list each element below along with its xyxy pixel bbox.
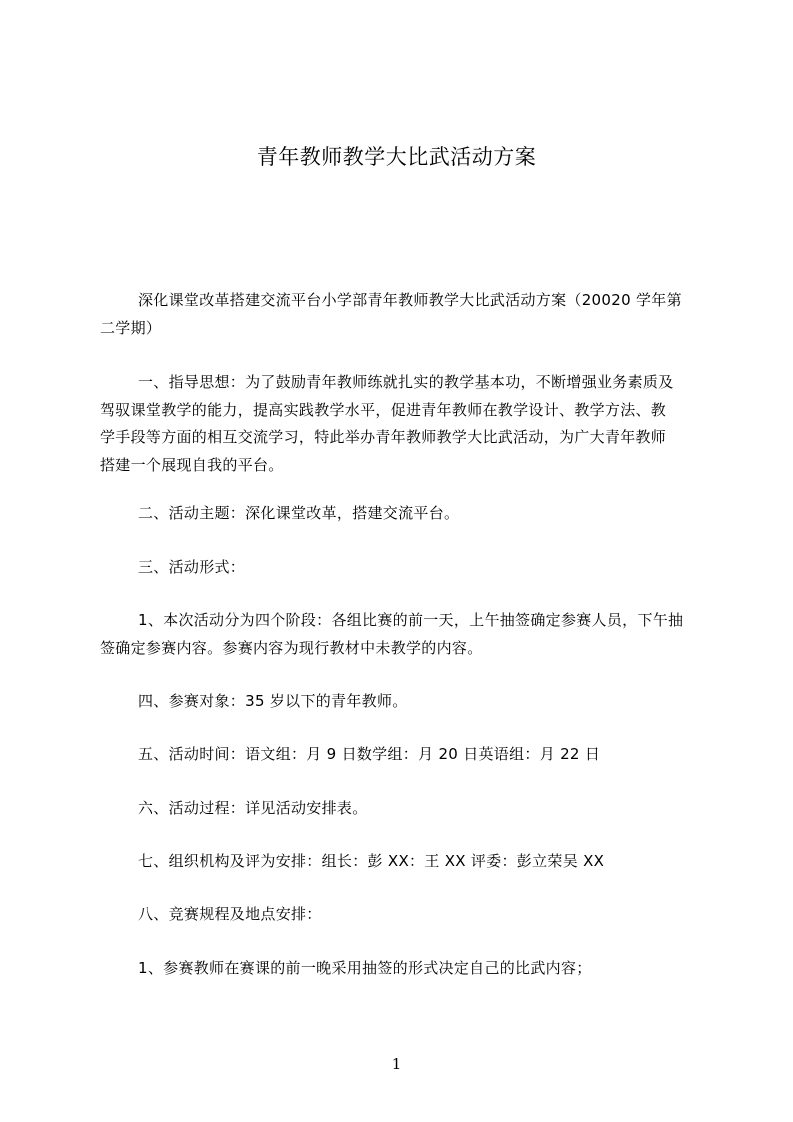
theme-paragraph	[100, 500, 710, 528]
rules-line: 八、竞赛规程及地点安排：	[138, 905, 322, 923]
rule-1-paragraph	[100, 955, 710, 983]
participants-paragraph	[100, 688, 710, 716]
guiding-line-4: 搭建一个展现自我的平台。	[100, 455, 284, 474]
page-number: 1	[391, 1055, 402, 1073]
time-paragraph	[100, 741, 710, 769]
form-paragraph	[100, 554, 710, 582]
guiding-line-2: 驾驭课堂教学的能力，提高实践教学水平，促进青年教师在教学设计、教学方法、教	[100, 400, 667, 419]
guiding-line-1: 一、指导思想：为了鼓励青年教师练就扎实的教学基本功，不断增强业务素质及	[138, 373, 674, 391]
theme-line: 二、活动主题：深化课堂改革，搭建交流平台。	[138, 504, 460, 522]
rule-1-line: 1、参赛教师在赛课的前一晚采用抽签的形式决定自己的比武内容；	[138, 959, 592, 977]
form-line: 三、活动形式：	[138, 558, 246, 576]
form-detail-paragraph	[100, 607, 710, 662]
time-line: 五、活动时间：语文组：月 9 日数学组：月 20 日英语组：月 22 日	[138, 745, 601, 763]
intro-line-2: 二学期）	[100, 318, 162, 337]
form-detail-line-2: 签确定参赛内容。参赛内容为现行教材中未教学的内容。	[100, 638, 483, 657]
organization-paragraph	[100, 848, 710, 876]
guiding-line-3: 学手段等方面的相互交流学习，特此举办青年教师教学大比武活动，为广大青年教师	[100, 428, 667, 446]
process-line: 六、活动过程：详见活动安排表。	[138, 799, 368, 817]
guiding-paragraph	[100, 369, 710, 479]
rules-paragraph	[100, 901, 710, 929]
participants-line: 四、参赛对象：35 岁以下的青年教师。	[138, 692, 408, 710]
organization-line: 七、组织机构及评为安排：组长：彭 XX：王 XX 评委：彭立荣吴 XX	[138, 852, 605, 870]
document-title: 青年教师教学大比武活动方案	[256, 145, 537, 169]
form-detail-line-1: 1、本次活动分为四个阶段：各组比赛的前一天，上午抽签确定参赛人员，下午抽	[138, 611, 684, 629]
intro-paragraph	[100, 287, 710, 342]
process-paragraph	[100, 795, 710, 823]
intro-line-1: 深化课堂改革搭建交流平台小学部青年教师教学大比武活动方案（20020 学年第	[138, 291, 682, 309]
